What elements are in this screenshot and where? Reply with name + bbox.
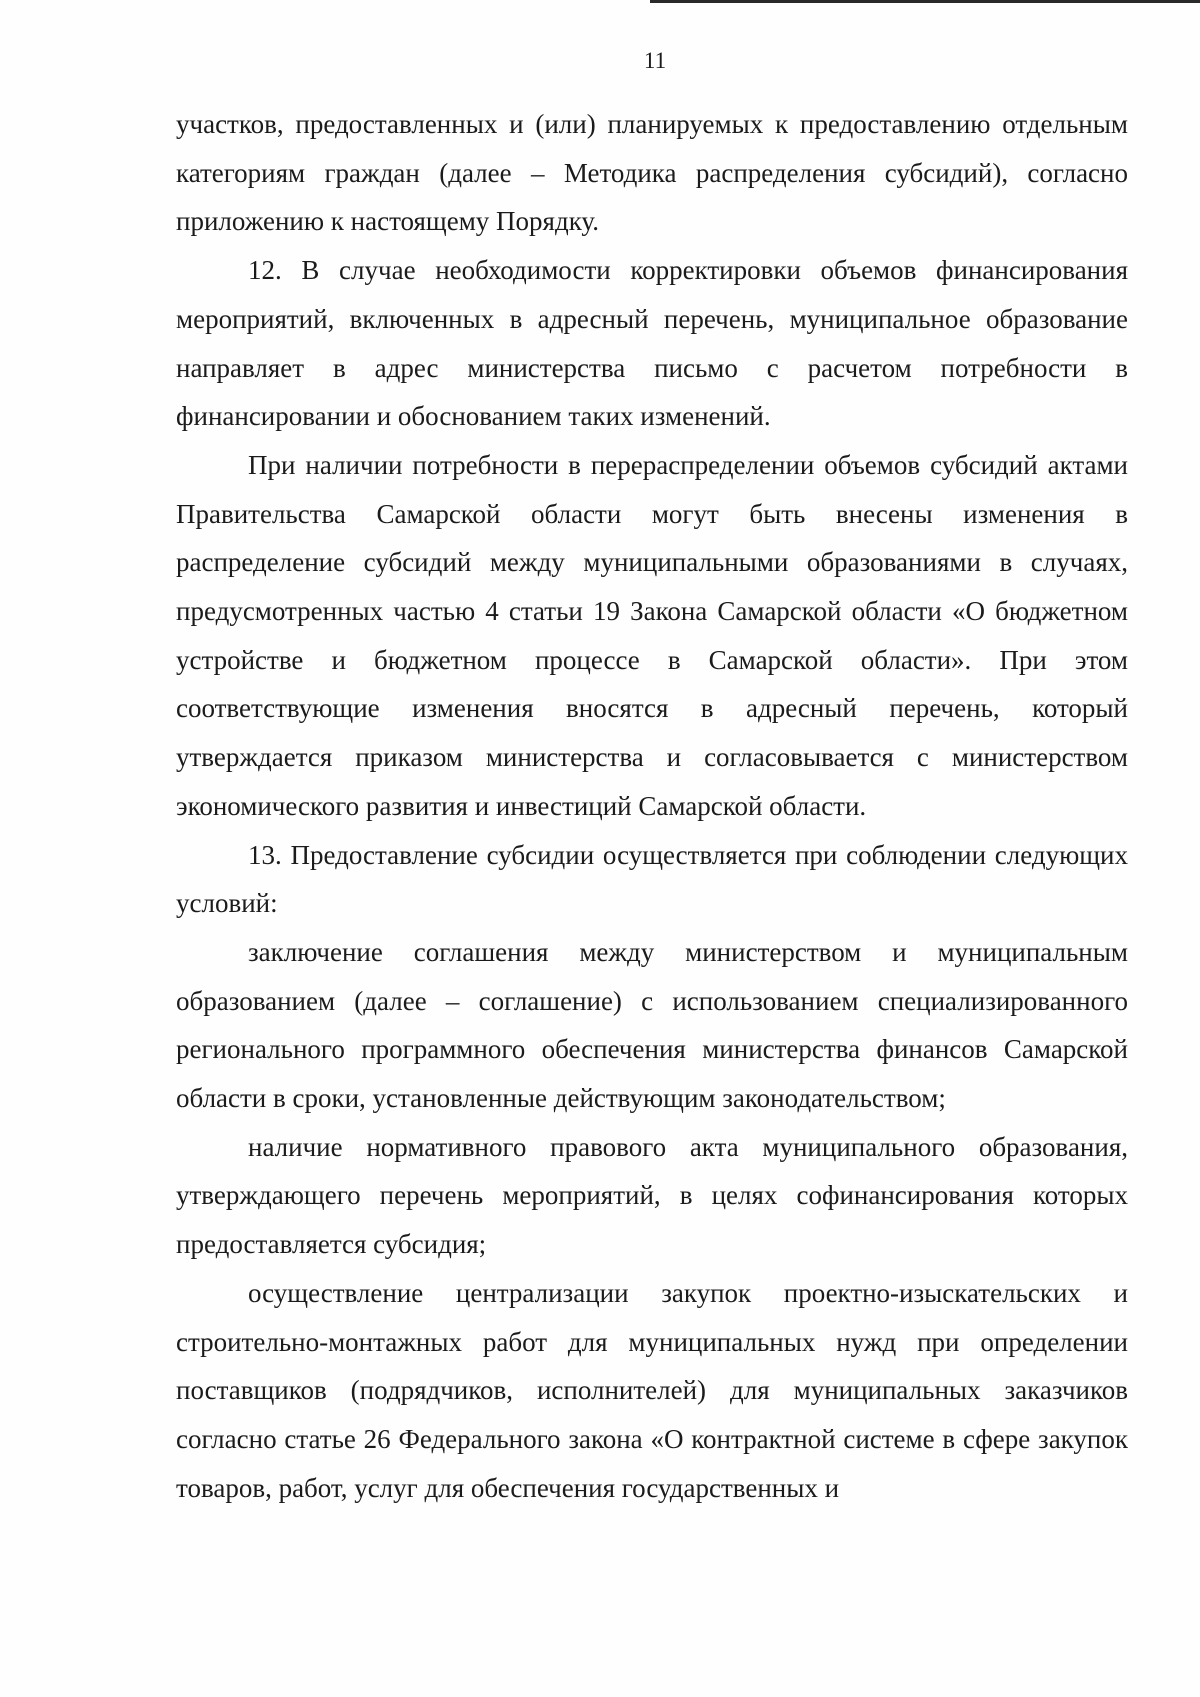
paragraph-condition-agreement: заключение соглашения между министерством и муниципальным образованием (далее – соглашение) с использованием специализированного регионального программного обеспечения министерства финансов Самарской области в сроки, установленные действующим законодательством; — [176, 936, 1128, 1114]
paragraph-item-12: 12. В случае необходимости корректировки объемов финансирования мероприятий, включенных в адресный перечень, муниципальное образование направляет в адрес министерства письмо с расчетом потребности в финансировании и обоснованием таких изменений. — [176, 255, 1128, 432]
document-body — [176, 100, 1128, 1512]
paragraph-item-13: 13. Предоставление субсидии осуществляется при соблюдении следующих условий: — [176, 839, 1128, 919]
page-number: 11 — [643, 48, 667, 73]
paragraph-continuation: участков, предоставленных и (или) планируемых к предоставлению отдельным категориям граждан (далее – Методика распределения субсидий), согласно приложению к настоящему Порядку. — [176, 109, 1128, 237]
paragraph-condition-procurement: осуществление централизации закупок проектно-изыскательских и строительно-монтажных работ для муниципальных нужд при определении поставщиков (подрядчиков, исполнителей) для муниципальных заказчиков согласно статье 26 Федерального закона «О контрактной системе в сфере закупок товаров, работ, услуг для обеспечения государственных и — [176, 1277, 1128, 1503]
paragraph-condition-normative-act: наличие нормативного правового акта муниципального образования, утверждающего перечень мероприятий, в целях софинансирования которых предоставляется субсидия; — [176, 1131, 1128, 1260]
scan-top-edge — [650, 0, 1200, 3]
paragraph-redistribution: При наличии потребности в перераспределении объемов субсидий актами Правительства Самарской области могут быть внесены изменения в распределение субсидий между муниципальными образованиями в случаях, предусмотренных частью 4 статьи 19 Закона Самарской области «О бюджетном устройстве и бюджетном процессе в Самарской области». При этом соответствующие изменения вносятся в адресный перечень, который утверждается приказом министерства и согласовывается с министерством экономического развития и инвестиций Самарской области. — [176, 449, 1128, 821]
